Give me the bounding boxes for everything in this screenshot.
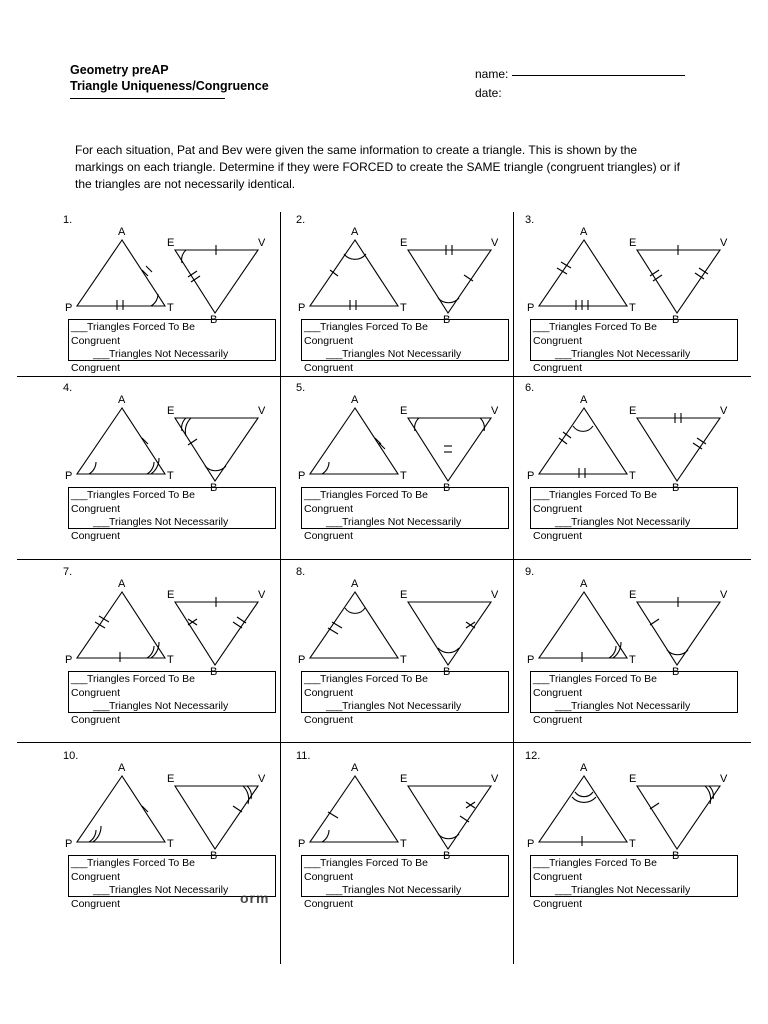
problem-number: 12. — [525, 750, 541, 762]
answer-blank-not-forced[interactable]: ___ — [326, 516, 343, 528]
svg-text:V: V — [720, 589, 728, 601]
answer-blank-not-forced[interactable]: ___ — [93, 348, 110, 360]
svg-text:E: E — [167, 589, 175, 601]
svg-text:B: B — [672, 666, 680, 678]
svg-text:P: P — [298, 838, 306, 850]
triangle-figures-7 — [55, 570, 288, 678]
answer-choices[interactable] — [68, 671, 276, 726]
triangle-figures-2 — [288, 218, 521, 326]
answer-blank-not-forced[interactable]: ___ — [93, 516, 110, 528]
svg-text:B: B — [672, 314, 680, 326]
svg-text:P: P — [527, 470, 535, 482]
answer-label-not-forced-2: Congruent — [304, 361, 354, 374]
svg-text:E: E — [629, 405, 637, 417]
svg-text:A: A — [580, 226, 588, 238]
answer-blank-not-forced[interactable]: ___ — [555, 516, 572, 528]
answer-choices[interactable] — [530, 855, 738, 910]
svg-text:P: P — [527, 302, 535, 314]
answer-choices[interactable] — [68, 319, 276, 374]
problem-cell-5 — [288, 380, 521, 563]
answer-label-not-forced-2: Congruent — [533, 361, 583, 374]
date-row — [475, 83, 685, 102]
answer-blank-not-forced[interactable]: ___ — [93, 884, 110, 896]
svg-text:V: V — [720, 237, 728, 249]
answer-label-forced-2: Congruent — [71, 686, 121, 699]
answer-blank-forced[interactable]: ___ — [533, 321, 550, 333]
svg-text:P: P — [65, 654, 73, 666]
problem-number: 5. — [296, 382, 306, 394]
answer-label-forced-2: Congruent — [304, 870, 354, 883]
figure-pair — [517, 754, 750, 862]
svg-text:T: T — [400, 838, 407, 850]
answer-label-not-forced: Triangles Not Necessarily — [342, 516, 462, 528]
answer-label-not-forced-2: Congruent — [304, 529, 354, 542]
problem-cell-2 — [288, 212, 521, 395]
svg-text:A: A — [118, 762, 126, 774]
svg-text:E: E — [400, 773, 408, 785]
svg-text:E: E — [629, 237, 637, 249]
answer-blank-not-forced[interactable]: ___ — [93, 700, 110, 712]
problem-cell-11 — [288, 748, 521, 931]
svg-text:A: A — [351, 578, 359, 590]
svg-text:E: E — [167, 405, 175, 417]
svg-text:T: T — [400, 654, 407, 666]
svg-text:P: P — [527, 838, 535, 850]
header-right — [475, 64, 685, 102]
worksheet-header — [70, 62, 708, 122]
answer-blank-forced[interactable]: ___ — [304, 857, 321, 869]
problem-grid — [17, 212, 751, 964]
problem-number: 7. — [63, 566, 73, 578]
answer-label-not-forced: Triangles Not Necessarily — [109, 884, 229, 896]
worksheet-title: Triangle Uniqueness/Congruence — [70, 79, 269, 93]
svg-text:E: E — [629, 773, 637, 785]
answer-choices[interactable] — [530, 671, 738, 726]
answer-label-forced-2: Congruent — [304, 502, 354, 515]
answer-choices[interactable] — [301, 671, 509, 726]
answer-label-forced-2: Congruent — [304, 334, 354, 347]
problem-cell-8 — [288, 564, 521, 747]
problem-number: 6. — [525, 382, 535, 394]
triangle-figures-4 — [55, 386, 288, 494]
answer-choices[interactable] — [530, 319, 738, 374]
answer-choices[interactable] — [530, 487, 738, 542]
instructions-text: For each situation, Pat and Bev were given the same information to create a triangle. This is shown by the markings on each triangle. Determine if they were FORCED to create the SAME triangle (congruent triangles) or if the triangles are not necessarily identical. — [75, 143, 680, 191]
figure-pair — [517, 570, 750, 678]
svg-text:E: E — [167, 773, 175, 785]
svg-text:A: A — [351, 226, 359, 238]
svg-text:T: T — [400, 470, 407, 482]
answer-label-forced-2: Congruent — [71, 502, 121, 515]
svg-text:B: B — [210, 314, 218, 326]
svg-text:P: P — [527, 654, 535, 666]
answer-blank-forced[interactable]: ___ — [71, 321, 88, 333]
answer-blank-forced[interactable]: ___ — [533, 489, 550, 501]
problem-number: 8. — [296, 566, 306, 578]
svg-text:T: T — [629, 654, 636, 666]
answer-choices[interactable] — [301, 487, 509, 542]
answer-label-forced-2: Congruent — [533, 334, 583, 347]
answer-label-forced: Triangles Forced To Be — [549, 489, 657, 501]
svg-text:V: V — [491, 237, 499, 249]
header-left — [70, 62, 269, 94]
svg-text:B: B — [443, 666, 451, 678]
triangle-figures-6 — [517, 386, 750, 494]
answer-blank-forced[interactable]: ___ — [71, 857, 88, 869]
problem-cell-6 — [517, 380, 750, 563]
answer-blank-not-forced[interactable]: ___ — [326, 884, 343, 896]
svg-text:E: E — [167, 237, 175, 249]
answer-label-forced: Triangles Forced To Be — [549, 857, 657, 869]
figure-pair — [288, 754, 521, 862]
figure-pair — [55, 386, 288, 494]
answer-label-forced: Triangles Forced To Be — [87, 321, 195, 333]
problem-cell-3 — [517, 212, 750, 395]
answer-blank-forced[interactable]: ___ — [71, 489, 88, 501]
problem-number: 4. — [63, 382, 73, 394]
answer-choices[interactable] — [301, 319, 509, 374]
svg-text:T: T — [167, 470, 174, 482]
figure-pair — [517, 218, 750, 326]
problem-cell-4 — [55, 380, 288, 563]
course-title: Geometry preAP — [70, 63, 169, 77]
problem-number: 1. — [63, 214, 73, 226]
svg-text:V: V — [258, 773, 266, 785]
svg-text:B: B — [443, 314, 451, 326]
date-label: date: — [475, 86, 502, 100]
problem-number: 9. — [525, 566, 535, 578]
answer-label-not-forced: Triangles Not Necessarily — [571, 516, 691, 528]
triangle-figures-10 — [55, 754, 288, 862]
svg-text:V: V — [720, 773, 728, 785]
svg-text:T: T — [167, 838, 174, 850]
answer-label-not-forced-2: Congruent — [533, 529, 583, 542]
svg-text:P: P — [65, 302, 73, 314]
answer-label-forced-2: Congruent — [71, 334, 121, 347]
figure-pair — [288, 386, 521, 494]
answer-label-forced-2: Congruent — [304, 686, 354, 699]
answer-label-not-forced: Triangles Not Necessarily — [571, 884, 691, 896]
answer-label-forced: Triangles Forced To Be — [549, 321, 657, 333]
answer-label-forced: Triangles Forced To Be — [87, 857, 195, 869]
svg-text:T: T — [629, 838, 636, 850]
svg-text:B: B — [210, 666, 218, 678]
name-write-line[interactable] — [512, 75, 685, 76]
svg-text:V: V — [258, 237, 266, 249]
answer-blank-forced[interactable]: ___ — [533, 673, 550, 685]
header-underline — [70, 98, 225, 99]
svg-text:A: A — [118, 226, 126, 238]
triangle-figures-9 — [517, 570, 750, 678]
svg-text:V: V — [491, 405, 499, 417]
svg-text:P: P — [298, 470, 306, 482]
svg-text:A: A — [118, 578, 126, 590]
svg-text:E: E — [400, 589, 408, 601]
answer-label-not-forced-2: Congruent — [304, 713, 354, 726]
figure-pair — [517, 386, 750, 494]
svg-text:B: B — [443, 850, 451, 862]
svg-text:A: A — [580, 578, 588, 590]
answer-blank-forced[interactable]: ___ — [304, 673, 321, 685]
name-row — [475, 64, 685, 83]
answer-label-not-forced: Triangles Not Necessarily — [342, 884, 462, 896]
answer-blank-not-forced[interactable]: ___ — [555, 884, 572, 896]
problem-cell-1 — [55, 212, 288, 395]
svg-text:E: E — [400, 237, 408, 249]
svg-text:A: A — [118, 394, 126, 406]
svg-text:T: T — [400, 302, 407, 314]
triangle-figures-1 — [55, 218, 288, 326]
svg-text:P: P — [65, 470, 73, 482]
figure-pair — [288, 218, 521, 326]
svg-text:B: B — [210, 482, 218, 494]
answer-label-not-forced-2: Congruent — [71, 529, 121, 542]
watermark-text: orm — [240, 890, 270, 906]
svg-text:B: B — [672, 850, 680, 862]
answer-choices[interactable] — [68, 487, 276, 542]
answer-label-forced: Triangles Forced To Be — [549, 673, 657, 685]
answer-blank-not-forced[interactable]: ___ — [326, 348, 343, 360]
answer-label-forced: Triangles Forced To Be — [320, 673, 428, 685]
answer-blank-not-forced[interactable]: ___ — [555, 700, 572, 712]
answer-label-forced: Triangles Forced To Be — [320, 857, 428, 869]
answer-label-forced-2: Congruent — [533, 686, 583, 699]
answer-label-forced-2: Congruent — [71, 870, 121, 883]
answer-label-not-forced: Triangles Not Necessarily — [342, 348, 462, 360]
problem-cell-9 — [517, 564, 750, 747]
answer-label-not-forced-2: Congruent — [71, 897, 121, 910]
svg-text:B: B — [210, 850, 218, 862]
svg-text:A: A — [580, 394, 588, 406]
answer-label-not-forced: Triangles Not Necessarily — [571, 348, 691, 360]
triangle-figures-3 — [517, 218, 750, 326]
svg-text:B: B — [672, 482, 680, 494]
svg-text:A: A — [351, 394, 359, 406]
problem-cell-12 — [517, 748, 750, 931]
answer-blank-forced[interactable]: ___ — [71, 673, 88, 685]
answer-choices[interactable] — [301, 855, 509, 910]
triangle-figures-12 — [517, 754, 750, 862]
svg-text:T: T — [167, 654, 174, 666]
answer-label-forced: Triangles Forced To Be — [320, 321, 428, 333]
answer-blank-forced[interactable]: ___ — [304, 321, 321, 333]
svg-text:P: P — [65, 838, 73, 850]
svg-text:P: P — [298, 654, 306, 666]
answer-label-not-forced: Triangles Not Necessarily — [342, 700, 462, 712]
answer-label-forced-2: Congruent — [533, 502, 583, 515]
svg-text:E: E — [629, 589, 637, 601]
answer-label-not-forced-2: Congruent — [304, 897, 354, 910]
problem-number: 10. — [63, 750, 79, 762]
answer-label-forced: Triangles Forced To Be — [320, 489, 428, 501]
answer-label-not-forced-2: Congruent — [533, 897, 583, 910]
answer-label-not-forced: Triangles Not Necessarily — [109, 516, 229, 528]
answer-label-forced: Triangles Forced To Be — [87, 673, 195, 685]
answer-blank-not-forced[interactable]: ___ — [555, 348, 572, 360]
problem-number: 2. — [296, 214, 306, 226]
answer-label-not-forced-2: Congruent — [71, 713, 121, 726]
svg-text:T: T — [629, 302, 636, 314]
answer-label-not-forced: Triangles Not Necessarily — [571, 700, 691, 712]
figure-pair — [55, 754, 288, 862]
svg-text:V: V — [491, 589, 499, 601]
svg-text:V: V — [258, 589, 266, 601]
svg-text:A: A — [580, 762, 588, 774]
triangle-figures-8 — [288, 570, 521, 678]
svg-text:P: P — [298, 302, 306, 314]
answer-blank-forced[interactable]: ___ — [533, 857, 550, 869]
triangle-figures-5 — [288, 386, 521, 494]
answer-label-not-forced: Triangles Not Necessarily — [109, 700, 229, 712]
figure-pair — [55, 218, 288, 326]
problem-number: 3. — [525, 214, 535, 226]
triangle-figures-11 — [288, 754, 521, 862]
svg-text:T: T — [167, 302, 174, 314]
answer-blank-not-forced[interactable]: ___ — [326, 700, 343, 712]
answer-label-not-forced-2: Congruent — [71, 361, 121, 374]
problem-number: 11. — [296, 750, 311, 762]
svg-text:V: V — [491, 773, 499, 785]
answer-label-forced: Triangles Forced To Be — [87, 489, 195, 501]
answer-label-forced-2: Congruent — [533, 870, 583, 883]
figure-pair — [55, 570, 288, 678]
problem-cell-7 — [55, 564, 288, 747]
svg-text:V: V — [720, 405, 728, 417]
svg-text:A: A — [351, 762, 359, 774]
svg-text:V: V — [258, 405, 266, 417]
figure-pair — [288, 570, 521, 678]
svg-text:T: T — [629, 470, 636, 482]
svg-text:B: B — [443, 482, 451, 494]
answer-label-not-forced: Triangles Not Necessarily — [109, 348, 229, 360]
svg-text:E: E — [400, 405, 408, 417]
answer-label-not-forced-2: Congruent — [533, 713, 583, 726]
name-label: name: — [475, 67, 509, 81]
answer-blank-forced[interactable]: ___ — [304, 489, 321, 501]
